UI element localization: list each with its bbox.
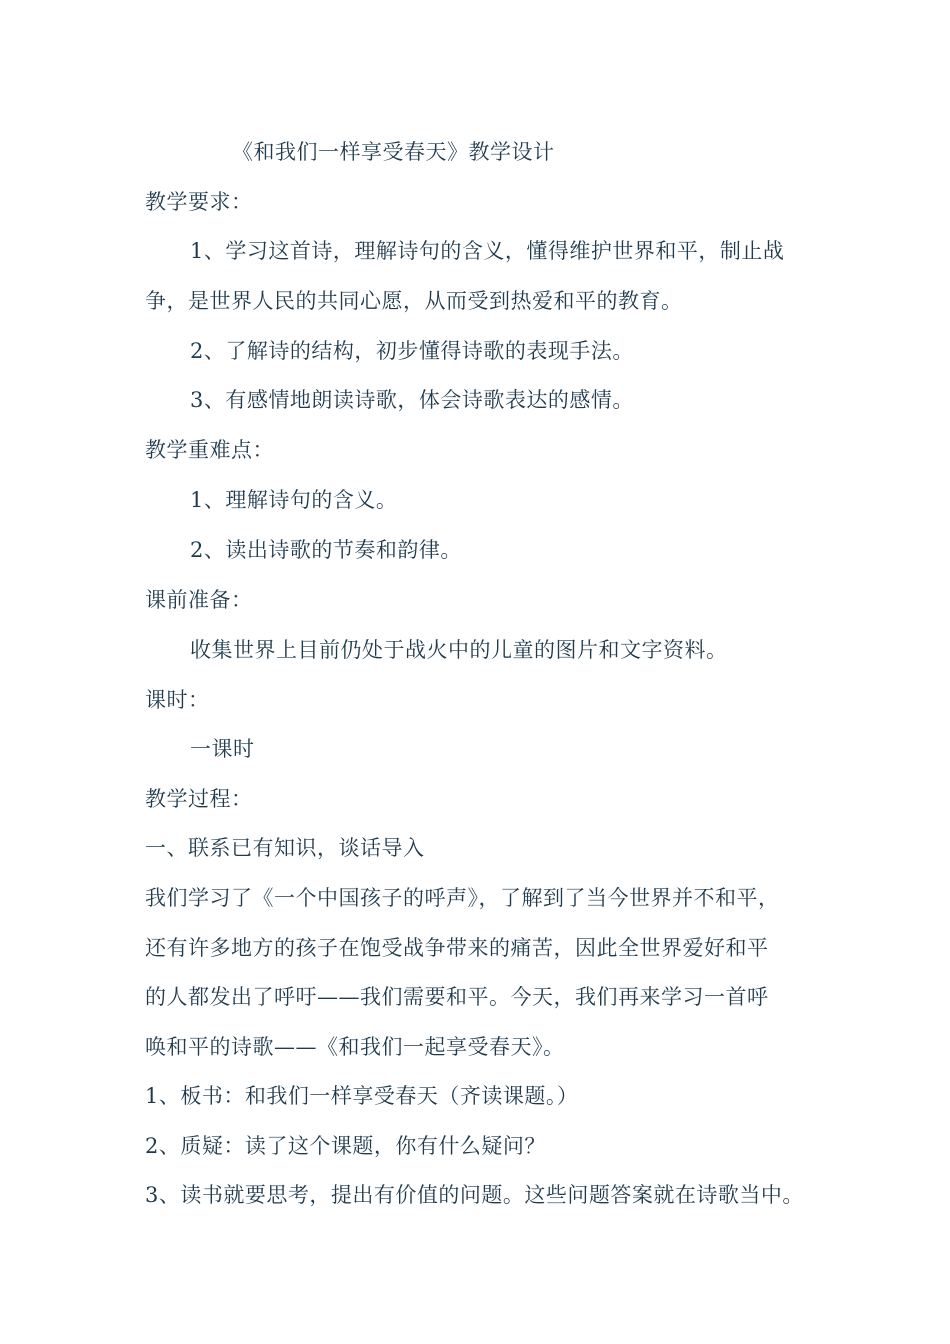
list-item-2: 2、质疑：读了这个课题，你有什么疑问？ xyxy=(145,1134,546,1158)
requirement-2: 2、了解诗的结构，初步懂得诗歌的表现手法。 xyxy=(190,339,634,363)
list-item-3: 3、读书就要思考，提出有价值的问题。这些问题答案就在诗歌当中。 xyxy=(145,1183,804,1207)
hours-text: 一课时 xyxy=(190,737,255,761)
preparation-text: 收集世界上目前仍处于战火中的儿童的图片和文字资料。 xyxy=(190,638,728,662)
section-heading-hours: 课时： xyxy=(145,688,210,712)
requirement-1-line-1: 1、学习这首诗，理解诗句的含义，懂得维护世界和平，制止战 xyxy=(190,239,785,263)
section-heading-preparation: 课前准备： xyxy=(145,588,253,612)
section-heading-requirements: 教学要求： xyxy=(145,190,253,214)
step-1-heading: 一、联系已有知识，谈话导入 xyxy=(145,836,425,860)
key-point-1: 1、理解诗句的含义。 xyxy=(190,488,398,512)
list-item-1: 1、板书：和我们一样享受春天（齐读课题。） xyxy=(145,1084,579,1108)
section-heading-process: 教学过程： xyxy=(145,787,253,811)
intro-line-1: 我们学习了《一个中国孩子的呼声》，了解到了当今世界并不和平， xyxy=(145,886,780,910)
key-point-2: 2、读出诗歌的节奏和韵律。 xyxy=(190,538,462,562)
intro-line-4: 唤和平的诗歌——《和我们一起享受春天》。 xyxy=(145,1035,565,1059)
intro-line-3: 的人都发出了呼吁——我们需要和平。今天，我们再来学习一首呼 xyxy=(145,985,769,1009)
requirement-3: 3、有感情地朗读诗歌，体会诗歌表达的感情。 xyxy=(190,388,634,412)
requirement-1-line-2: 争，是世界人民的共同心愿，从而受到热爱和平的教育。 xyxy=(145,289,683,313)
intro-line-2: 还有许多地方的孩子在饱受战争带来的痛苦，因此全世界爱好和平 xyxy=(145,936,769,960)
section-heading-key-points: 教学重难点： xyxy=(145,438,274,462)
document-title: 《和我们一样享受春天》教学设计 xyxy=(232,140,555,164)
